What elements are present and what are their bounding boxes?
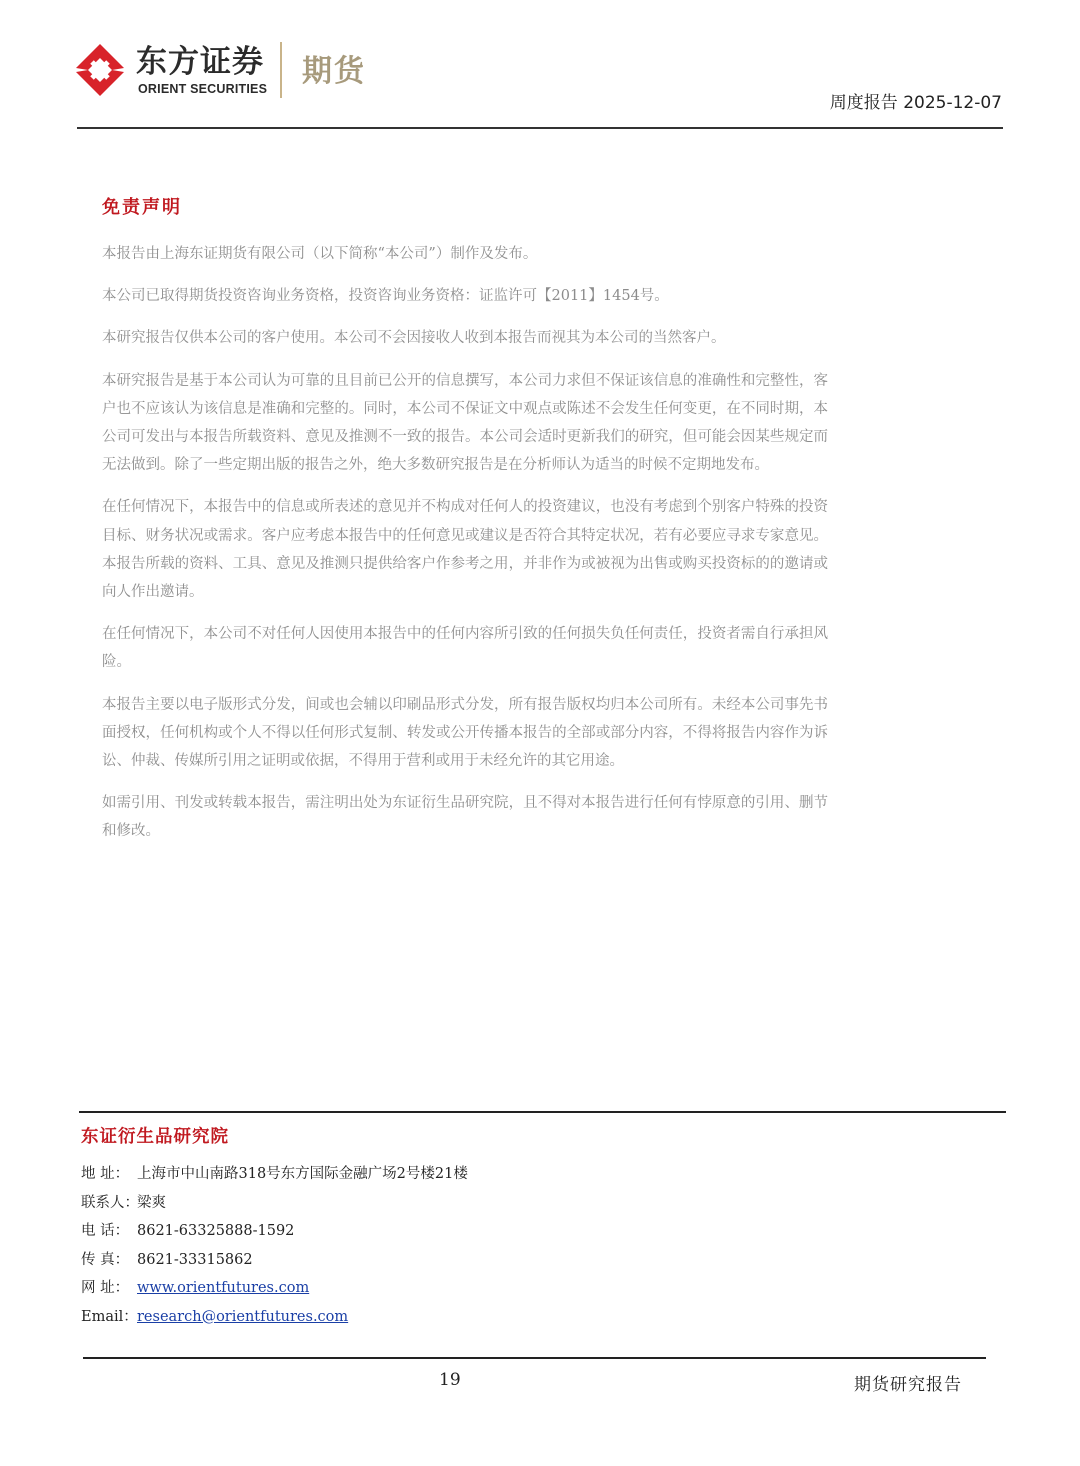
footer-divider xyxy=(83,1357,986,1359)
disclaimer-paragraph: 本研究报告是基于本公司认为可靠的且目前已公开的信息撰写，本公司力求但不保证该信息的准确性和完整性，客户也不应该认为该信息是准确和完整的。同时，本公司不保证文中观点或陈述不会发生任何变更，在不同时期，本公司可发出与本报告所载资料、意见及推测不一致的报告。本公司会适时更新我们的研究，但可能会因某些规定而无法做到。除了一些定期出版的报告之外，绝大多数研究报告是在分析师认为适当的时候不定期地发布。 xyxy=(102,372,828,474)
footer-label: 期货研究报告 xyxy=(854,1375,962,1395)
disclaimer-paragraph: 本研究报告仅供本公司的客户使用。本公司不会因接收人收到本报告而视其为本公司的当然客户。 xyxy=(102,330,726,347)
logo-futures-label: 期货 xyxy=(302,54,366,89)
email-link[interactable]: research@orientfutures.com xyxy=(137,1308,349,1325)
disclaimer-paragraph: 本报告由上海东证期货有限公司（以下简称“本公司”）制作及发布。 xyxy=(102,246,538,262)
disclaimer-paragraph: 本报告主要以电子版形式分发，间或也会辅以印刷品形式分发，所有报告版权均归本公司所有。未经本公司事先书面授权，任何机构或个人不得以任何形式复制、转发或公开传播本报告的全部或部分内容，不得将报告内容作为诉讼、仲裁、传媒所引用之证明或依据，不得用于营利或用于未经允许的其它用途。 xyxy=(102,696,828,770)
contact-divider xyxy=(79,1111,1006,1113)
contact-person-row xyxy=(81,1189,468,1218)
phone-value: 8621-63325888-1592 xyxy=(137,1223,295,1239)
fax-label: 传 真： xyxy=(81,1251,130,1268)
report-type: 周度报告 xyxy=(829,93,898,113)
fax-value: 8621-33315862 xyxy=(137,1251,253,1268)
disclaimer-paragraph: 本公司已取得期货投资咨询业务资格，投资咨询业务资格：证监许可【2011】1454号。 xyxy=(102,288,669,305)
address-label: 地 址： xyxy=(81,1166,130,1182)
address-value: 上海市中山南路318号东方国际金融广场2号楼21楼 xyxy=(137,1166,468,1182)
contact-person-label: 联系人： xyxy=(81,1194,139,1211)
website-label: 网 址： xyxy=(81,1280,130,1296)
logo-chinese-name: 东方证券 xyxy=(136,44,264,80)
contact-info xyxy=(81,1160,468,1331)
orient-logo-icon xyxy=(74,42,126,98)
disclaimer-body xyxy=(102,240,828,860)
disclaimer-paragraph: 如需引用、刊发或转载本报告，需注明出处为东证衍生品研究院，且不得对本报告进行任何有悖原意的引用、删节和修改。 xyxy=(102,795,828,840)
logo-divider xyxy=(280,42,282,98)
email-label: Email： xyxy=(81,1308,138,1325)
phone-label: 电 话： xyxy=(81,1223,130,1239)
disclaimer-paragraph: 在任何情况下，本报告中的信息或所表述的意见并不构成对任何人的投资建议，也没有考虑到个别客户特殊的投资目标、财务状况或需求。客户应考虑本报告中的任何意见或建议是否符合其特定状况，若有必要应寻求专家意见。本报告所载的资料、工具、意见及推测只提供给客户作参考之用，并非作为或被视为出售或购买投资标的的邀请或向人作出邀请。 xyxy=(102,499,828,601)
page-number: 19 xyxy=(439,1370,461,1390)
fax-row xyxy=(81,1246,468,1275)
phone-row xyxy=(81,1217,468,1246)
website-row xyxy=(81,1274,468,1303)
disclaimer-paragraph: 在任何情况下，本公司不对任何人因使用本报告中的任何内容所引致的任何损失负任何责任，投资者需自行承担风险。 xyxy=(102,626,828,671)
report-meta xyxy=(830,88,1002,113)
website-link[interactable]: www.orientfutures.com xyxy=(137,1280,310,1296)
email-row xyxy=(81,1303,468,1332)
contact-person-value: 梁爽 xyxy=(137,1194,166,1211)
org-name: 东证衍生品研究院 xyxy=(81,1127,229,1147)
address-row xyxy=(81,1160,468,1189)
logo-english-name: ORIENT SECURITIES xyxy=(138,82,268,96)
header-divider xyxy=(77,127,1003,129)
disclaimer-title: 免责声明 xyxy=(102,197,182,218)
report-date: 2025-12-07 xyxy=(903,93,1002,113)
